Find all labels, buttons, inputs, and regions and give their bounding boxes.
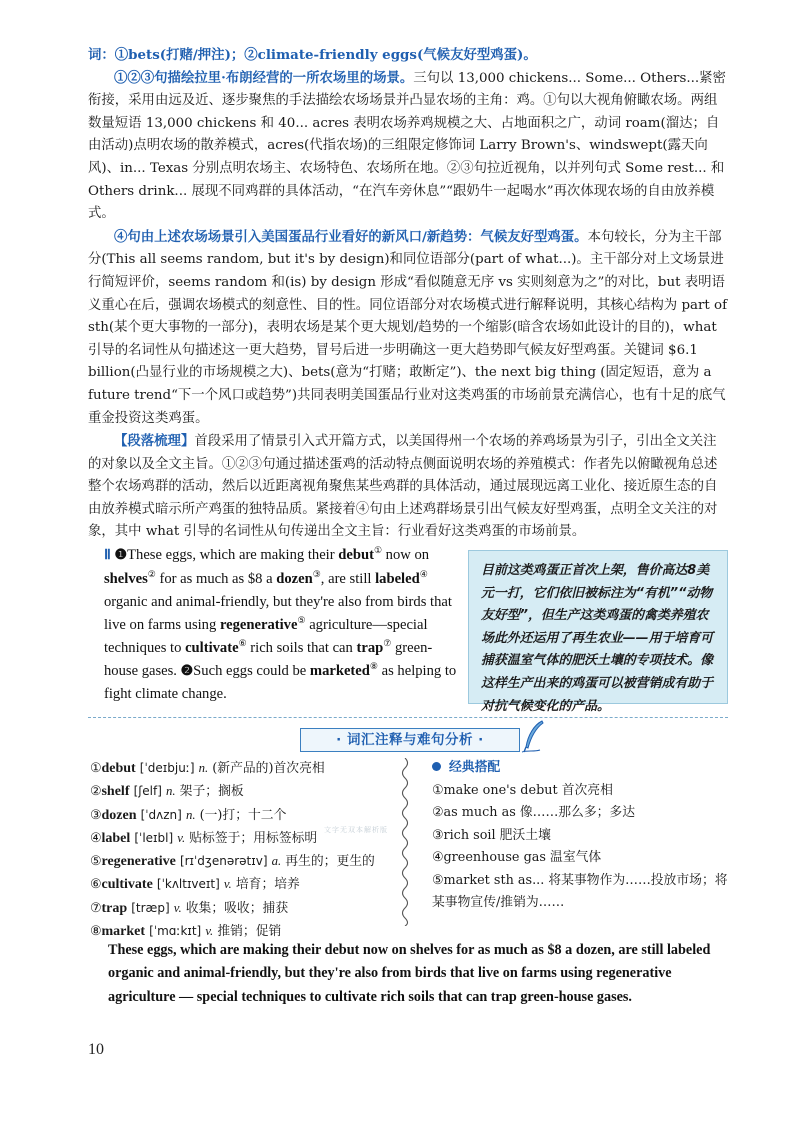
passage-text: Such eggs could be (193, 662, 310, 679)
vocab-headword: dozen (101, 807, 137, 823)
translation-box: 目前这类鸡蛋正首次上架，售价高达8美元一打，它们依旧被标注为“有机”“动物友好型”，但生产这类鸡蛋的禽类养殖农场此外还运用了再生农业——用于培育可捕获温室气体的肥沃土壤的专项技术。像这样生产出来的鸡蛋可以被营销成有助于对抗气候变化的产品。 (468, 550, 728, 704)
passage-text: These eggs, which are making their (127, 547, 339, 563)
vocab-line: 词：①bets(打赌/押注)；②climate-friendly eggs(气候友好型鸡蛋)。 (88, 47, 537, 63)
vocab-item: ②shelf [ʃelf] n. 架子；搁板 (90, 784, 244, 800)
note-marker: ⑤ (297, 614, 306, 625)
vocab-item: ③dozen [ˈdʌzn] n. (一)打；十二个 (90, 807, 287, 823)
analysis-paragraph-1 (88, 67, 728, 226)
vocab-headword: cultivate (101, 877, 153, 893)
quill-pen-icon (520, 719, 546, 753)
vocab-headword: market (101, 924, 146, 940)
paragraph-2-heading: ④句由上述农场场景引入美国蛋品行业看好的新风口/新趋势：气候友好型鸡蛋。 (114, 228, 588, 245)
vocab-section-title: · 词汇注释与难句分析 · (300, 728, 520, 752)
vocab-headword: trap (101, 900, 128, 916)
collocation-item: ④greenhouse gas 温室气体 (432, 850, 602, 865)
watermark-text: 文字无双本解析版 (324, 826, 388, 834)
vocab-headword: label (101, 830, 131, 846)
collocation-item: ②as much as 像……那么多；多达 (432, 805, 636, 820)
paragraph-summary-tag: 【段落梳理】 (114, 433, 195, 450)
vocab-word-regenerative: regenerative (219, 616, 298, 633)
sentence-2-marker: ❷ (180, 663, 194, 679)
vocab-word-marketed: marketed (309, 662, 370, 679)
vocab-item: ⑧market [ˈmɑːkɪt] v. 推销；促销 (90, 924, 282, 940)
passage-paragraph (104, 543, 460, 706)
vocab-item: ⑤regenerative [rɪˈdʒenərətɪv] a. 再生的；更生的 (90, 854, 375, 870)
paragraph-numeral: Ⅱ (104, 546, 111, 562)
vocab-item: ①debut [ˈdeɪbjuː] n. (新产品的)首次亮相 (90, 761, 325, 776)
collocation-heading: 经典搭配 (432, 757, 732, 780)
note-marker: ⑧ (369, 660, 378, 671)
note-marker: ③ (312, 569, 321, 580)
vocab-headword: debut (101, 761, 136, 776)
note-marker: ⑥ (238, 637, 247, 648)
collocation-item: ⑤market sth as... 将某事物作为……投放市场；将某事物宣传/推销为…… (432, 872, 728, 910)
vocab-item: ⑦trap [træp] v. 收集；吸收；捕获 (90, 900, 289, 916)
analysis-paragraph-3 (88, 430, 728, 544)
difficult-sentence: These eggs, which are making their debut now on shelves for as much as $8 a dozen, are still labeled organic and animal-friendly, but they're also from birds that live on farms using regenerative agriculture — special techniques to cultivate rich soils that can trap green-house gases. (108, 942, 711, 1005)
paragraph-1-body: 三句以 13,000 chickens... Some... Others...紧密衔接，采用由远及近、逐步聚焦的手法描绘农场场景并凸显农场的主角：鸡。①句以大视角俯瞰农场。两组数量短语 13,000 chickens 和 40... acres 表明农场养鸡规模之大、占地面积之广，动词 roam(溜达；自由活动)点明农场的散养模式，acres(代指农场)的三组限定修饰词 Larry Brown's、windswept(露天向风)、in... Texas 分别点明农场主、农场特色、农场所在地。②③句拉近视角，以并列句式 Some rest... 和 Others drink... 展现不同鸡群的具体活动，“在汽车旁休息”“跟奶牛一起喝水”再次体现农场的自由放养模式。 (88, 70, 726, 222)
analysis-block (88, 44, 728, 544)
vocab-word-trap: trap (356, 639, 384, 656)
passage-text: for as much as $8 a (155, 570, 277, 587)
note-marker: ② (147, 569, 156, 580)
passage-text: as helping to fight climate change. (104, 662, 457, 703)
bullet-dot-icon (432, 762, 441, 771)
vocab-word-shelves: shelves (104, 570, 148, 587)
passage-text: organic and animal-friendly, but they're also from birds that live on farms using (104, 593, 452, 633)
sentence-1-marker: ❶ (114, 548, 128, 563)
note-marker: ⑦ (383, 637, 392, 648)
vocab-item: ⑥cultivate [ˈkʌltɪveɪt] v. 培育；培养 (90, 877, 300, 893)
section-divider (88, 717, 728, 718)
paragraph-3-body: 首段采用了情景引入式开篇方式，以美国得州一个农场的养鸡场景为引子，引出全文关注的对象以及全文主旨。①②③句通过描述蛋鸡的活动特点侧面说明农场的养殖模式：作者先以俯瞰视角总述整个农场鸡群的活动，然后以近距离视角聚焦某些鸡群的具体活动，通过展现远离工业化、接近原生态的自由放养模式暗示所产鸡蛋的独特品质。紧接着④句由上述鸡群场景引出气候友好型鸡蛋，点明全文关注的对象，其中 what 引导的名词性从句传递出全文主旨：行业看好这类鸡蛋的市场前景。 (88, 434, 718, 540)
vocab-list (90, 757, 420, 943)
note-marker: ④ (419, 569, 428, 580)
passage-text: green-house gases. (104, 639, 433, 679)
passage-text: , are still (320, 570, 376, 587)
vocab-word-dozen: dozen (276, 570, 313, 587)
vocab-word-debut: debut (338, 547, 374, 563)
collocation-item: ①make one's debut 首次亮相 (432, 782, 613, 798)
vocab-word-labeled: labeled (375, 570, 420, 587)
note-marker: ① (373, 545, 383, 556)
page-number: 10 (88, 1041, 104, 1058)
vocab-headword: regenerative (101, 854, 176, 870)
analysis-paragraph-2 (88, 226, 728, 430)
passage-text: rich soils that can (246, 639, 357, 656)
paragraph-1-heading: ①②③句描绘拉里·布朗经营的一所农场里的场景。 (114, 69, 414, 86)
vocab-word-cultivate: cultivate (185, 639, 239, 656)
collocation-item: ③rich soil 肥沃土壤 (432, 827, 551, 843)
vocab-item: ④label [ˈleɪbl] v. 贴标签于；用标签标明 (90, 830, 318, 846)
wavy-divider (398, 758, 412, 926)
collocation-list (432, 757, 732, 915)
passage-text: agriculture—special techniques to (104, 616, 428, 656)
vocab-headword: shelf (101, 784, 130, 800)
paragraph-2-body: 本句较长，分为主干部分(This all seems random, but it's by design)和同位语部分(part of what...)。主干部分对上文场景进行简短评价，seems random 和(is) by design 形成“看似随意无序 vs 实则刻意为之”的对比，but 表明语义重心在后，强调农场模式的刻意性、目的性。同位语部分对农场模式进行解释说明，其核心结构为 part of sth(某个更大事物的一部分)，表明农场是某个更大规划/趋势的一个缩影(暗含农场如此设计的目的)，what 引导的名词性从句描述这一更大趋势，冒号后进一步明确这一更大趋势即气候友好型鸡蛋。关键词 $6.1 billion(凸显行业的市场规模之大)、bets(意为“打赌；敢断定”)、the next big thing (固定短语，意为 a future trend“下一个风口或趋势”)共同表明美国蛋品行业对这类鸡蛋的市场前景充满信心，也有十足的底气重金投资这类鸡蛋。 (88, 229, 728, 426)
passage-text: now on (382, 547, 430, 563)
